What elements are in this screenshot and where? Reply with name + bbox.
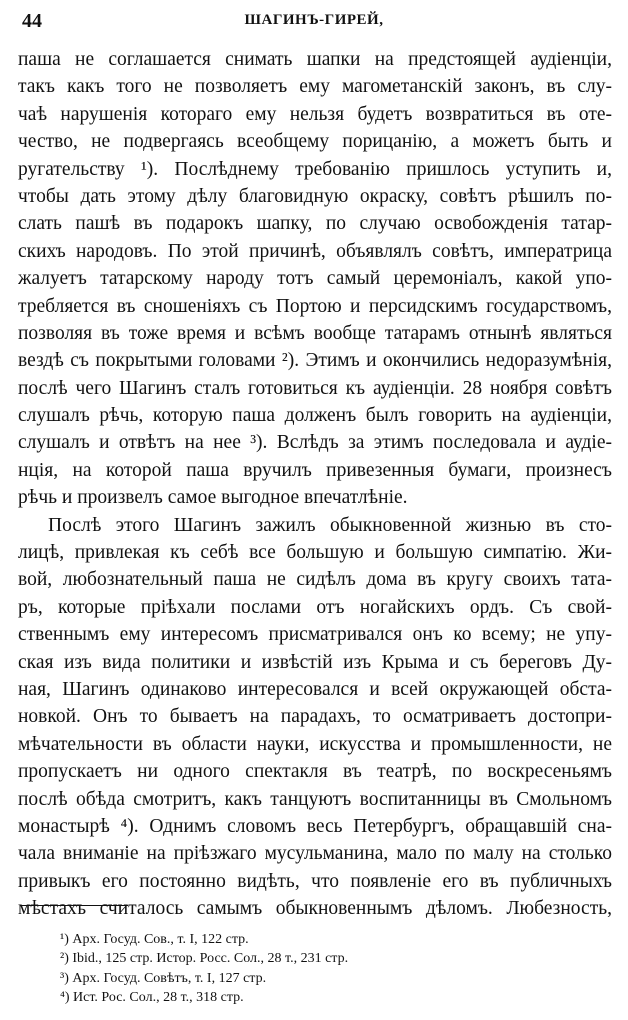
page-number: 44	[22, 10, 42, 32]
text-line: ругательству ¹). Послѣднему требованію пришлось уступить и,	[18, 158, 612, 180]
footnote: ³) Арх. Госуд. Совѣтъ, т. I, 127 стр.	[60, 970, 267, 986]
text-line: скихъ народовъ. По этой причинѣ, объявлялъ совѣтъ, императрица	[18, 240, 612, 262]
text-line: послѣ обѣда смотритъ, какъ танцуютъ воспитанницы въ Смольномъ	[18, 788, 612, 810]
text-line: чала вниманіе на пріѣзжаго мусульманина, мало по малу на столько	[18, 843, 612, 865]
paragraph-2	[18, 512, 612, 923]
paragraph-1	[18, 46, 612, 512]
text-line: паша не соглашается снимать шапки на предстоящей аудіенціи,	[18, 49, 612, 70]
text-line: пропускаетъ ни одного спектакля въ театрѣ, по воскресеньямъ	[18, 761, 612, 783]
text-line: Послѣ этого Шагинъ зажилъ обыкновенной жизнью въ сто-	[48, 514, 612, 536]
text-line: позволяя въ тоже время и всѣмъ вообще татарамъ отнынѣ являться	[18, 322, 612, 344]
text-line: лицѣ, привлекая къ себѣ все большую и большую симпатію. Жи-	[18, 542, 612, 564]
text-line: ственнымъ ему интересомъ присматривался онъ ко всему; не упу-	[18, 624, 612, 646]
footnote: ¹) Арх. Госуд. Сов., т. I, 122 стр.	[60, 932, 249, 947]
running-head: ШАГИНЪ-ГИРЕЙ,	[244, 12, 384, 28]
text-line: такъ какъ того не позволяетъ ему магометанскій законъ, въ слу-	[18, 76, 612, 98]
text-line: чаѣ нарушенія котораго ему нельзя будетъ возвратиться въ оте-	[18, 103, 612, 125]
text-line: монастырѣ ⁴). Однимъ словомъ весь Петербургъ, обращавшій сна-	[18, 815, 612, 837]
text-line: чество, не подвергаясь всеобщему порицанію, а можетъ быть и	[18, 131, 612, 153]
footnote: ²) Ibid., 125 стр. Истор. Росс. Сол., 28 т., 231 стр.	[60, 951, 349, 967]
text-line: послѣ чего Шагинъ сталъ готовиться къ аудіенціи. 28 ноября совѣтъ	[18, 377, 612, 399]
text-line: вездѣ съ покрытыми головами ²). Этимъ и окончились недоразумѣнія,	[18, 350, 612, 372]
text-line: ская изъ вида политики и извѣстій изъ Крыма и съ береговъ Ду-	[18, 651, 612, 673]
page-header	[22, 10, 606, 32]
footnote: ⁴) Ист. Рос. Сол., 28 т., 318 стр.	[60, 989, 244, 1005]
text-line: новкой. Онъ то бываетъ на парадахъ, то осматриваетъ достопри-	[18, 706, 612, 728]
text-line: нція, на которой паша вручилъ привезенныя бумаги, произнесъ	[18, 459, 612, 481]
text-line: рѣчь и произвелъ самое выгодное впечатлѣніе.	[18, 487, 408, 509]
text-line: слать пашѣ въ подарокъ шапку, по случаю освобожденія татар-	[18, 213, 612, 235]
text-line: жалуетъ татарскому народу тотъ самый церемоніалъ, какой упо-	[18, 268, 612, 290]
text-line: мѣстахъ считалось самымъ обыкновеннымъ дѣломъ. Любезность,	[18, 898, 612, 920]
text-line: чтобы дать этому дѣлу благовидную окраску, совѣтъ рѣшилъ по-	[18, 185, 612, 207]
text-line: ръ, которые пріѣхали послами отъ ногайскихъ ордъ. Съ свой-	[18, 596, 612, 618]
footnotes	[60, 930, 348, 1007]
text-line: привыкъ его постоянно видѣть, что появленіе его въ публичныхъ	[18, 870, 612, 892]
body-text	[18, 46, 612, 923]
text-line: ная, Шагинъ одинаково интересовался и всей окружающей обста-	[18, 678, 612, 700]
footnote-divider	[20, 905, 128, 906]
text-line: слушалъ рѣчь, которую паша долженъ былъ говорить на аудіенціи,	[18, 405, 612, 427]
text-line: мѣчательности въ области науки, искусства и промышленности, не	[18, 733, 612, 755]
text-line: слушалъ и отвѣтъ на нее ³). Вслѣдъ за этимъ последовала и аудіе-	[18, 432, 612, 454]
text-line: вой, любознательный паша не сидѣлъ дома въ кругу своихъ тата-	[18, 569, 612, 591]
text-line: требляется въ сношеніяхъ съ Портою и персидскимъ государствомъ,	[18, 295, 612, 317]
